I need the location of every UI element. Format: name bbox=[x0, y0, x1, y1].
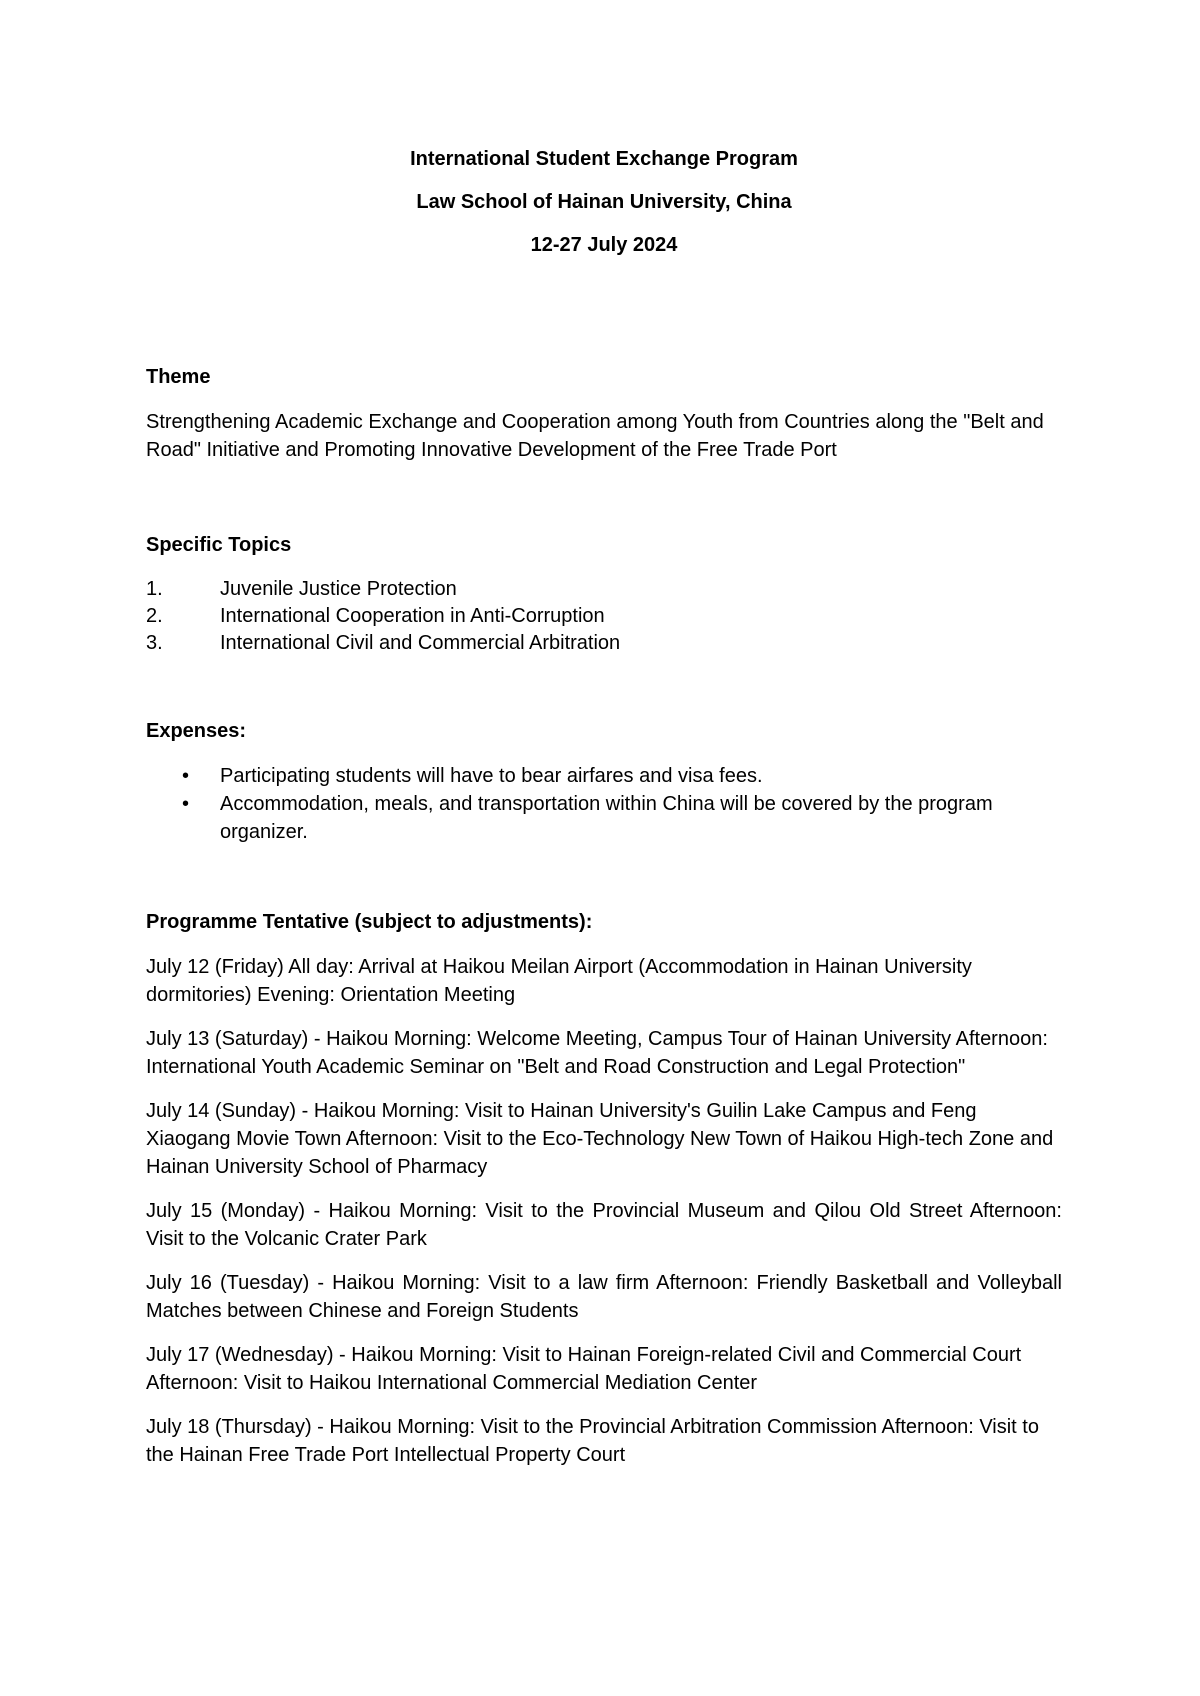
programme-schedule bbox=[146, 953, 1062, 1469]
schedule-entry-july-17: July 17 (Wednesday) - Haikou Morning: Visit to Hainan Foreign-related Civil and Commercial Court Afternoon: Visit to Haikou International Commercial Mediation Center bbox=[146, 1344, 1022, 1394]
institution-name: Law School of Hainan University, China bbox=[416, 191, 792, 213]
schedule-entry-july-13: July 13 (Saturday) - Haikou Morning: Welcome Meeting, Campus Tour of Hainan University Afternoon: International Youth Academic Seminar on "Belt and Road Construction and Legal Protection" bbox=[146, 1028, 1048, 1078]
schedule-entry-july-16: July 16 (Tuesday) - Haikou Morning: Visit to a law firm Afternoon: Friendly Basketball and Volleyball Matches between Chinese and Foreign Students bbox=[146, 1272, 1062, 1322]
bullet-icon: • bbox=[182, 793, 190, 815]
expense-item bbox=[146, 762, 1062, 790]
expenses-list bbox=[146, 762, 1062, 846]
program-title: International Student Exchange Program bbox=[410, 148, 798, 170]
programme-heading: Programme Tentative (subject to adjustments): bbox=[146, 911, 593, 933]
topics-list bbox=[146, 576, 1062, 657]
program-dates: 12-27 July 2024 bbox=[530, 234, 678, 256]
document-page bbox=[146, 145, 1062, 1485]
topics-heading: Specific Topics bbox=[146, 534, 292, 556]
expenses-heading: Expenses: bbox=[146, 720, 247, 742]
theme-text: Strengthening Academic Exchange and Cooperation among Youth from Countries along the "Belt and Road" Initiative and Promoting Innovative Development of the Free Trade Port bbox=[146, 411, 1044, 461]
schedule-entry-july-15: July 15 (Monday) - Haikou Morning: Visit to the Provincial Museum and Qilou Old Street Afternoon: Visit to the Volcanic Crater Park bbox=[146, 1200, 1062, 1250]
theme-heading: Theme bbox=[146, 366, 211, 388]
topic-item bbox=[146, 630, 1062, 657]
topic-text: International Cooperation in Anti-Corruption bbox=[220, 605, 605, 627]
expense-text: Accommodation, meals, and transportation within China will be covered by the program organizer. bbox=[220, 793, 993, 843]
topic-item bbox=[146, 603, 1062, 630]
topic-number: 3. bbox=[146, 632, 163, 654]
schedule-entry-july-18: July 18 (Thursday) - Haikou Morning: Visit to the Provincial Arbitration Commission Afternoon: Visit to the Hainan Free Trade Port Intellectual Property Court bbox=[146, 1416, 1039, 1466]
schedule-entry-july-14: July 14 (Sunday) - Haikou Morning: Visit to Hainan University's Guilin Lake Campus and Feng Xiaogang Movie Town Afternoon: Visit to the Eco-Technology New Town of Haikou High-tech Zone and Hainan University School of Pharmacy bbox=[146, 1100, 1054, 1178]
expense-text: Participating students will have to bear airfares and visa fees. bbox=[220, 765, 763, 787]
topic-item bbox=[146, 576, 1062, 603]
bullet-icon: • bbox=[182, 765, 190, 787]
expense-item bbox=[146, 790, 1062, 846]
topic-text: International Civil and Commercial Arbitration bbox=[220, 632, 621, 654]
topic-number: 1. bbox=[146, 578, 163, 600]
schedule-entry-july-12: July 12 (Friday) All day: Arrival at Haikou Meilan Airport (Accommodation in Hainan University dormitories) Evening: Orientation Meeting bbox=[146, 956, 972, 1006]
topic-number: 2. bbox=[146, 605, 163, 627]
topic-text: Juvenile Justice Protection bbox=[220, 578, 457, 600]
